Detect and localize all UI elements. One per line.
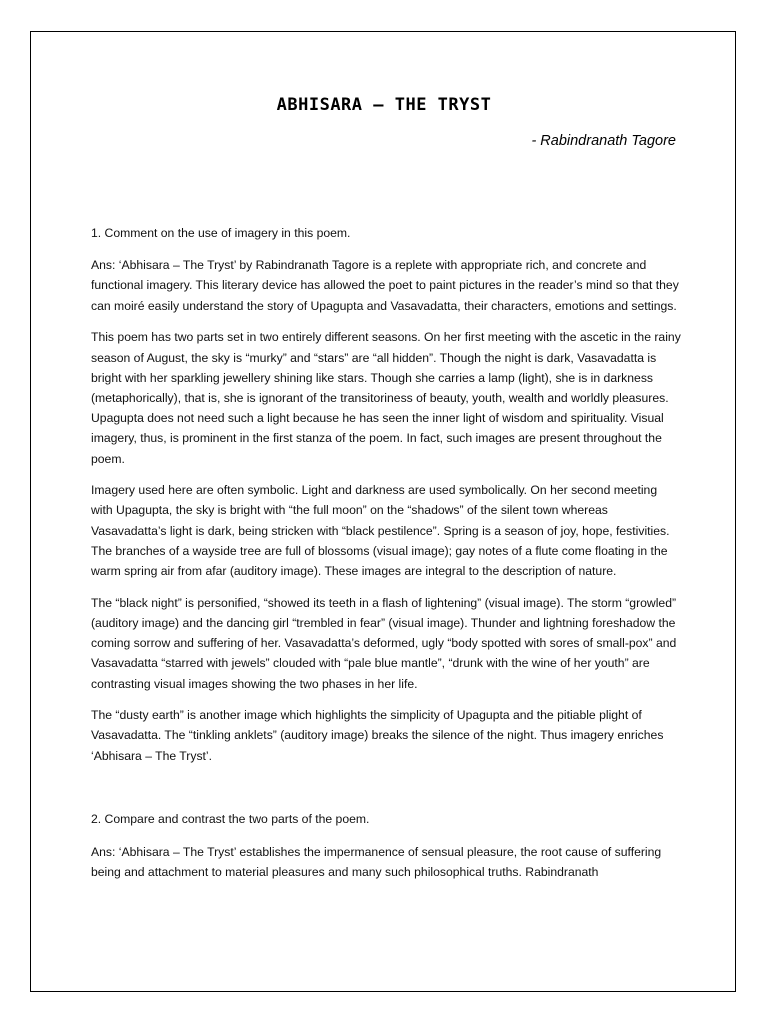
question-1: 1. Comment on the use of imagery in this poem. (91, 226, 351, 240)
document-page (30, 31, 736, 992)
answer-1-paragraph: This poem has two parts set in two entirely different seasons. On her first meeting with the ascetic in the rainy season of August, the sky is “murky” and “stars” are “all hidden”. Though the night is dark, Vasavadatta is bright with her sparkling jewellery shining like stars. Though she carries a lamp (light), she is in darkness (metaphorically), that is, she is ignorant of the transitoriness of beauty, youth, wealth and worldly pleasures. Upagupta does not need such a light because he has seen the inner light of wisdom and spirituality. Visual imagery, thus, is prominent in the first stanza of the poem. In fact, such images are present throughout the poem. (91, 330, 681, 466)
document-author: - Rabindranath Tagore (531, 133, 676, 149)
answer-1-paragraph: Imagery used here are often symbolic. Light and darkness are used symbolically. On her second meeting with Upagupta, the sky is bright with “the full moon” on the “shadows” of the silent town whereas Vasavadatta’s light is dark, being stricken with “black pestilence”. Spring is a season of joy, hope, festivities. The branches of a wayside tree are full of blossoms (visual image); gay notes of a flute come floating in the warm spring air from afar (auditory image). These images are integral to the description of nature. (91, 483, 670, 579)
answer-1-paragraph: The “dusty earth” is another image which highlights the simplicity of Upagupta and the pitiable plight of Vasavadatta. The “tinkling anklets” (auditory image) breaks the silence of the night. Thus imagery enriches ‘Abhisara – The Tryst’. (91, 708, 664, 763)
answer-1-paragraph: Ans: ‘Abhisara – The Tryst’ by Rabindranath Tagore is a replete with appropriate rich, and concrete and functional imagery. This literary device has allowed the poet to paint pictures in the reader’s mind so that they can moiré easily understand the story of Upagupta and Vasavadatta, their characters, emotions and settings. (91, 258, 679, 313)
section-divider-space (91, 777, 681, 809)
document-body (91, 223, 681, 893)
question-2: 2. Compare and contrast the two parts of the poem. (91, 812, 370, 827)
document-title: ABHISARA – THE TRYST (276, 95, 492, 115)
answer-2-paragraph: Ans: ‘Abhisara – The Tryst’ establishes the impermanence of sensual pleasure, the root cause of suffering being and attachment to material pleasures and many such philosophical truths. Rabindranath (91, 844, 662, 879)
answer-1-paragraph: The “black night” is personified, “showed its teeth in a flash of lightening” (visual image). The storm “growled” (auditory image) and the dancing girl “trembled in fear” (visual image). Thunder and lightning foreshadow the coming sorrow and suffering of her. Vasavadatta’s deformed, ugly “body spotted with sores of small-pox” and Vasavadatta “starred with jewels” clouded with “pale blue mantle”, “drunk with the wine of her youth” are contrasting visual images showing the two phases in her life. (91, 595, 677, 691)
